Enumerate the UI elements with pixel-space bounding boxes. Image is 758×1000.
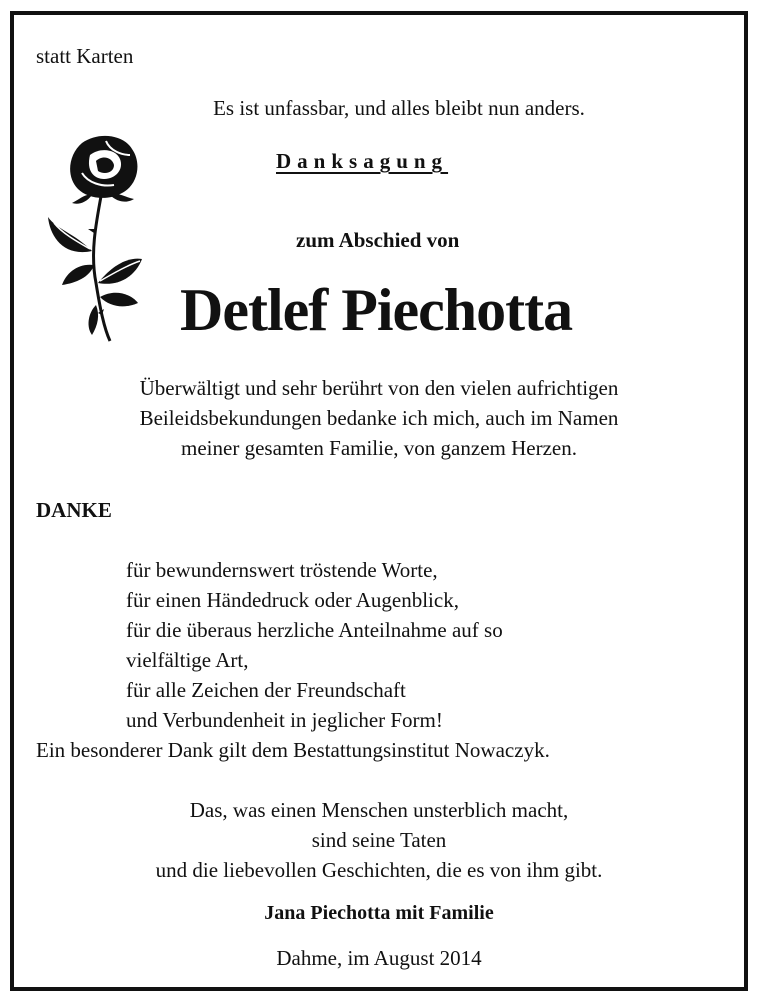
special-thanks: Ein besonderer Dank gilt dem Bestattungsinstitut Nowaczyk. bbox=[36, 738, 550, 762]
danke-line-3: für die überaus herzliche Anteilnahme auf so bbox=[126, 618, 503, 642]
intro-line-2: Beileidsbekundungen bedanke ich mich, auch im Namen bbox=[139, 406, 619, 430]
signature: Jana Piechotta mit Familie bbox=[264, 902, 494, 924]
closing-line-3: und die liebevollen Geschichten, die es von ihm gibt. bbox=[155, 858, 603, 882]
motto: Es ist unfassbar, und alles bleibt nun anders. bbox=[213, 96, 585, 120]
header-note: statt Karten bbox=[36, 44, 134, 68]
danke-line-1: für bewundernswert tröstende Worte, bbox=[126, 558, 438, 582]
danke-line-4: vielfältige Art, bbox=[126, 648, 249, 672]
deceased-name: Detlef Piechotta bbox=[180, 277, 573, 343]
danke-line-5: für alle Zeichen der Freundschaft bbox=[126, 678, 406, 702]
title: Danksagung bbox=[276, 149, 449, 173]
danke-line-6: und Verbundenheit in jeglicher Form! bbox=[126, 708, 443, 732]
closing-line-1: Das, was einen Menschen unsterblich macht, bbox=[189, 798, 569, 822]
obituary-notice bbox=[10, 11, 748, 991]
danke-heading: DANKE bbox=[36, 498, 112, 522]
rose-icon bbox=[44, 133, 144, 343]
intro-line-3: meiner gesamten Familie, von ganzem Herzen. bbox=[181, 436, 577, 460]
subtitle: zum Abschied von bbox=[296, 228, 460, 252]
intro-line-1: Überwältigt und sehr berührt von den vielen aufrichtigen bbox=[139, 376, 619, 400]
place-date: Dahme, im August 2014 bbox=[276, 946, 482, 970]
closing-line-2: sind seine Taten bbox=[311, 828, 447, 852]
danke-line-2: für einen Händedruck oder Augenblick, bbox=[126, 588, 459, 612]
